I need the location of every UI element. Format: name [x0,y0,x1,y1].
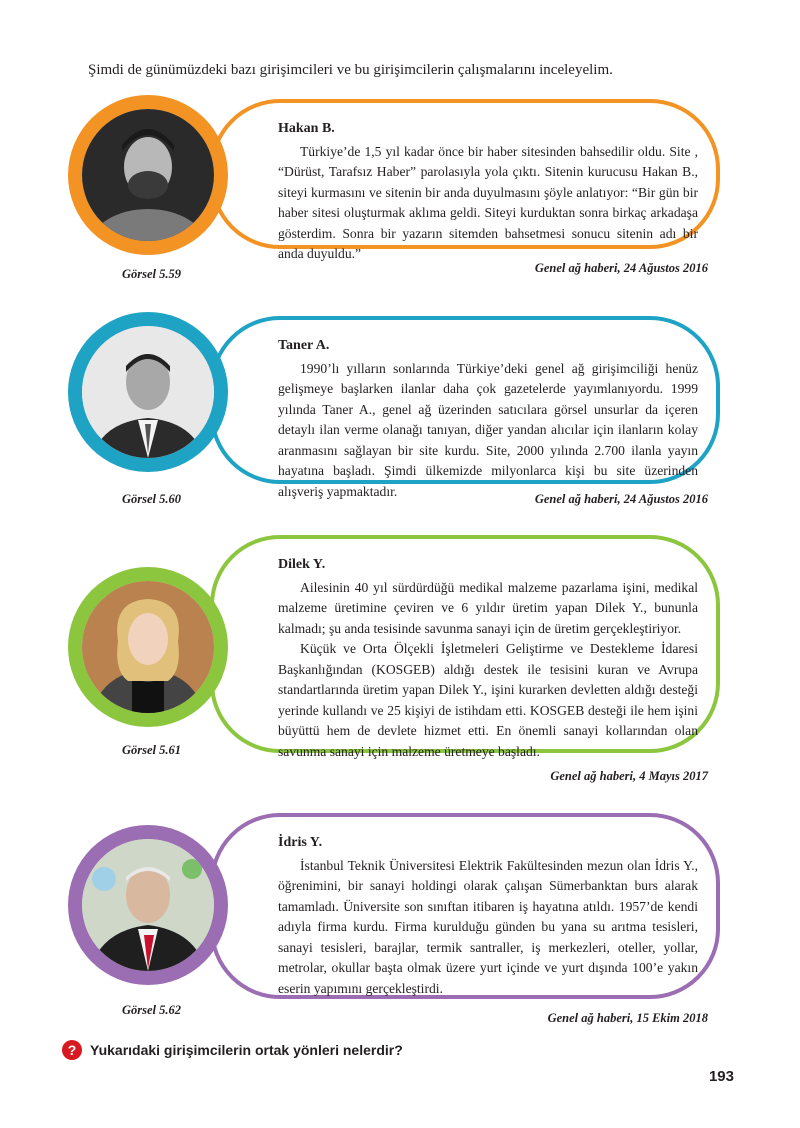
discussion-question [62,1040,403,1060]
news-source: Genel ağ haberi, 24 Ağustos 2016 [534,492,708,506]
photo-ring [68,825,228,985]
image-caption: Görsel 5.62 [122,1003,182,1017]
photo-ring [68,312,228,472]
intro-text: Şimdi de günümüzdeki bazı girişimcileri ve bu girişimcilerin çalışmalarını inceleyelim. [88,62,613,78]
entrepreneur-name: İdris Y. [278,835,323,850]
photo-ring [68,567,228,727]
image-caption: Görsel 5.59 [122,267,182,281]
text-bubble [210,813,720,999]
question-mark-icon: ? [62,1040,82,1060]
portrait-photo [82,839,214,971]
entrepreneur-card-hakan [0,95,800,285]
entrepreneur-name: Taner A. [278,338,330,353]
image-caption: Görsel 5.60 [122,492,182,506]
photo-ring [68,95,228,255]
entrepreneur-card-dilek [0,535,800,785]
story-paragraph: Küçük ve Orta Ölçekli İşletmeleri Geliştirme ve Destekleme İdaresi Başkanlığından (KOSGEB) aldığı destek ile tesisini kuran ve Avrupa standartlarında üretim yapan Dilek Y., işini kurarken devletten aldığı desteği yerinde kullandı ve 25 kişiyi de istihdam etti. KOSGEB desteği ile hem işini büyüttü hem de devlete hizmet etti. En önemli sanayi kollarından olan savunma sanayi için malzeme üretmeye başladı. [278,641,698,759]
news-source: Genel ağ haberi, 15 Ekim 2018 [547,1011,708,1025]
portrait-photo [82,326,214,458]
story-paragraph: İstanbul Teknik Üniversitesi Elektrik Fakültesinden mezun olan İdris Y., öğrenimini, bir sanayi holdingi olarak çalışan Sümerbanktan burs alarak tamamladı. Üniversite son sınıftan itibaren iş hayatına atıldı. 1957’de kendi adıyla firma kurdu. Firma kurulduğu günden bu yana su arıtma tesisleri, sanayi tesisleri, barajlar, termik santraller, iş merkezleri, oteller, yollar, metrolar, okullar başta olmak üzere yurt içinde ve yurt dışında 100’e yakın eserin yapımını gerçekleştirdi. [278,857,698,996]
news-source: Genel ağ haberi, 4 Mayıs 2017 [550,769,708,783]
story-paragraph: Ailesinin 40 yıl sürdürdüğü medikal malzeme pazarlama işini, medikal malzeme üretimine çeviren ve 6 yıldır üretim yapan Dilek Y., bununla kalmadı; şu anda tesisinde savunma sanayi için de üretim gerçekleştiriyor. [278,579,698,636]
news-source: Genel ağ haberi, 24 Ağustos 2016 [534,261,708,275]
entrepreneur-name: Dilek Y. [278,557,326,572]
question-text: Yukarıdaki girişimcilerin ortak yönleri nelerdir? [90,1042,403,1058]
entrepreneur-name: Hakan B. [278,121,335,136]
text-bubble [210,535,720,759]
entrepreneur-card-idris [0,813,800,1028]
story-paragraph: Türkiye’de 1,5 yıl kadar önce bir haber sitesinden bahsedilir oldu. Site , “Dürüst, Tarafsız Haber” parolasıyla yola çıktı. Sitenin kurucusu Hakan B., siteyi kurmasını ve sitenin bir anda duyulmasını şöyle anlatıyor: “Bir gün bir haber sitesi oluşturmak aklıma geldi. Siteyi kurduktan sonra birkaç arkadaşa gösterdim. Sonra bir yazarın sitemden bahsetmesi sonucu sitenin adı bir anda duyuldu.” [278,143,698,261]
portrait-photo [82,581,214,713]
text-bubble [210,99,720,261]
portrait-photo [82,109,214,241]
page-number: 193 [708,1068,734,1085]
image-caption: Görsel 5.61 [122,743,182,757]
story-paragraph: 1990’lı yılların sonlarında Türkiye’deki genel ağ girişimciliği henüz gelişmeye başlarken ilanlar daha çok gazetelerde yayımlanıyordu. 1999 yılında Taner A., genel ağ üzerinden satıcılara görsel unsurlar da içeren detaylı ilan verme olanağı tanıyan, diğer yandan alıcılar için ilanların kolay aranmasını sağlayan bir site kurdu. Site, 2000 yılında 2.700 ilanla yayın hayatına başladı. Şimdi ülkemizde milyonlarca kişi bu site üzerinden alışveriş yapmaktadır. [278,360,698,499]
entrepreneur-card-taner [0,312,800,512]
